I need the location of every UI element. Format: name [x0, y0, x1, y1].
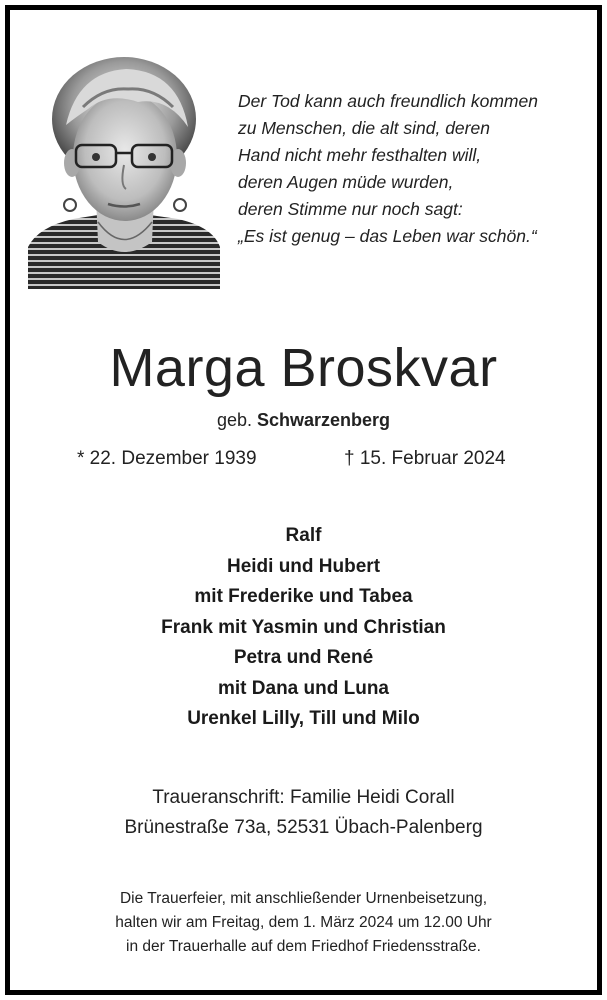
mourning-address — [0, 783, 607, 843]
poem-line: Der Tod kann auch freundlich kommen — [238, 91, 538, 111]
poem-quote — [238, 88, 578, 250]
portrait-photo — [28, 47, 220, 289]
mourner-line: Urenkel Lilly, Till und Milo — [187, 708, 420, 729]
deceased-name: Marga Broskvar — [109, 338, 498, 398]
poem-line: Hand nicht mehr festhalten will, — [238, 145, 482, 165]
poem-line: „Es ist genug – das Leben war schön.“ — [238, 226, 537, 246]
birth-name-line — [0, 410, 607, 431]
birth-prefix: geb. — [216, 410, 252, 430]
poem-line: deren Augen müde wurden, — [238, 172, 454, 192]
poem-line: zu Menschen, die alt sind, deren — [238, 118, 490, 138]
mourner-line: mit Frederike und Tabea — [194, 586, 413, 607]
death-date: † 15. Februar 2024 — [344, 448, 506, 469]
mourner-line: mit Dana und Luna — [218, 677, 389, 699]
poem-line: deren Stimme nur noch sagt: — [238, 199, 463, 219]
service-line: in der Trauerhalle auf dem Friedhof Friedensstraße. — [126, 938, 481, 955]
address-line: Traueranschrift: Familie Heidi Corall — [152, 787, 455, 808]
birth-date: * 22. Dezember 1939 — [77, 448, 257, 469]
service-line: halten wir am Freitag, dem 1. März 2024 um 12.00 Uhr — [115, 914, 492, 931]
mourner-line: Frank mit Yasmin und Christian — [161, 616, 446, 638]
birth-name: Schwarzenberg — [257, 410, 391, 430]
funeral-service-info — [0, 887, 607, 959]
mourner-line: Petra und René — [233, 647, 374, 668]
service-line: Die Trauerfeier, mit anschließender Urnenbeisetzung, — [119, 890, 488, 907]
address-line: Brünestraße 73a, 52531 Übach-Palenberg — [124, 817, 483, 838]
mourner-line: Ralf — [285, 525, 322, 546]
mourners-list — [0, 521, 607, 735]
mourner-line: Heidi und Hubert — [226, 555, 381, 577]
